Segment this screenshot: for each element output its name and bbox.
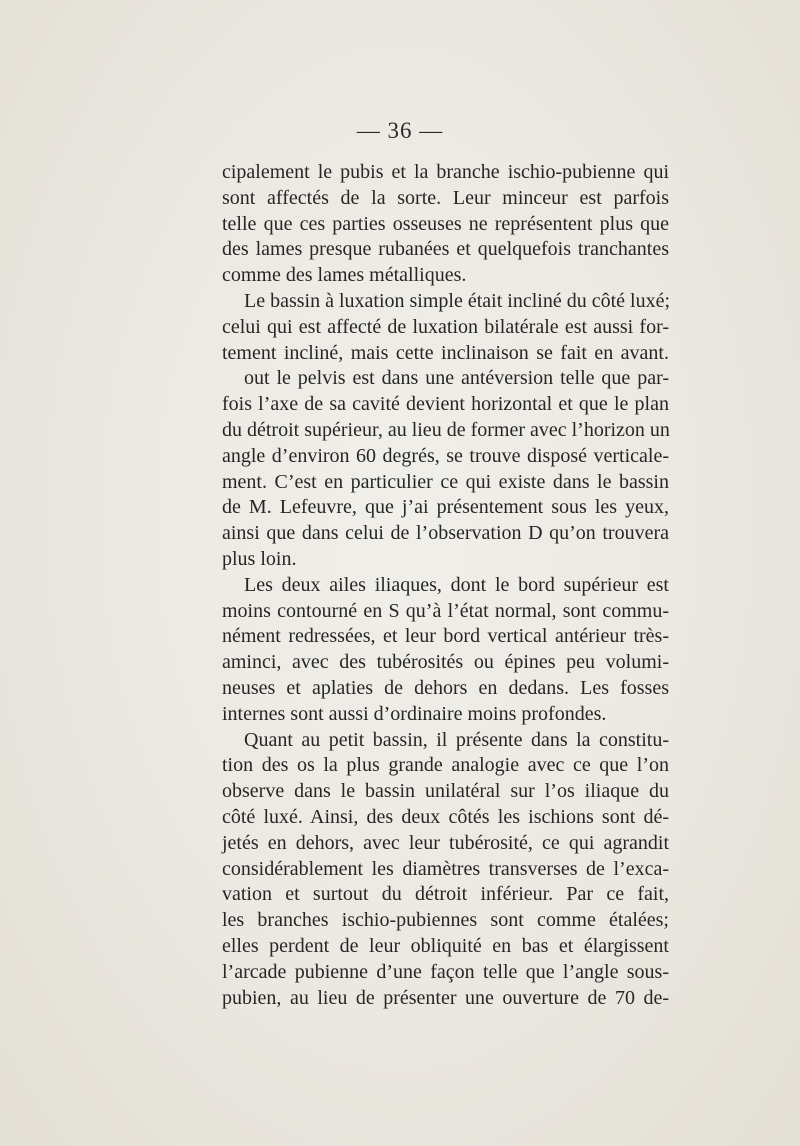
text-line: considérablement les diamètres transverses de l’exca- <box>222 857 669 880</box>
text-line: moins contourné en S qu’à l’état normal, sont commu- <box>222 599 669 622</box>
text-line: les branches ischio-pubiennes sont comme étalées; <box>222 909 669 932</box>
text-line: fois l’axe de sa cavité devient horizontal et que le plan <box>222 393 669 416</box>
text-line: ainsi que dans celui de l’observation D qu’on trouvera <box>222 522 669 545</box>
text-line: celui qui est affecté de luxation bilatérale est aussi for- <box>222 315 669 338</box>
text-line: vation et surtout du détroit inférieur. Par ce fait, <box>222 883 669 906</box>
text-line: angle d’environ 60 degrés, se trouve disposé verticale- <box>222 444 669 467</box>
text-line: pubien, au lieu de présenter une ouverture de 70 de- <box>222 986 669 1009</box>
body-text <box>222 160 669 1011</box>
text-line: plus loin. <box>222 547 297 570</box>
page-number: — 36 — <box>356 118 444 143</box>
text-line: elles perdent de leur obliquité en bas et élargissent <box>222 934 669 957</box>
text-line: neuses et aplaties de dehors en dedans. Les fosses <box>222 676 669 699</box>
text-line: out le pelvis est dans une antéversion telle que par- <box>244 367 669 390</box>
text-line: sont affectés de la sorte. Leur minceur est parfois <box>222 186 669 209</box>
text-line: internes sont aussi d’ordinaire moins profondes. <box>222 702 607 725</box>
text-line: cipalement le pubis et la branche ischio-pubienne qui <box>222 161 669 183</box>
text-line: du détroit supérieur, au lieu de former avec l’horizon un <box>222 418 670 441</box>
text-line: nément redressées, et leur bord vertical antérieur très- <box>222 625 669 648</box>
text-line: Quant au petit bassin, il présente dans la constitu- <box>244 728 669 751</box>
text-line: jetés en dehors, avec leur tubérosité, ce qui agrandit <box>222 831 669 854</box>
text-line: tement incliné, mais cette inclinaison se fait en avant. <box>222 341 669 364</box>
text-line: Les deux ailes iliaques, dont le bord supérieur est <box>244 573 669 596</box>
text-line: observe dans le bassin unilatéral sur l’os iliaque du <box>222 780 669 803</box>
text-line: ment. C’est en particulier ce qui existe dans le bassin <box>222 470 669 493</box>
text-line: Le bassin à luxation simple était incliné du côté luxé; <box>244 289 670 312</box>
text-line: l’arcade pubienne d’une façon telle que l’angle sous- <box>222 960 669 983</box>
text-line: des lames presque rubanées et quelquefois tranchantes <box>222 238 669 261</box>
text-line: aminci, avec des tubérosités ou épines peu volumi- <box>222 651 669 674</box>
text-line: de M. Lefeuvre, que j’ai présentement sous les yeux, <box>222 496 669 519</box>
text-line: comme des lames métalliques. <box>222 264 467 287</box>
text-line: tion des os la plus grande analogie avec ce que l’on <box>222 754 669 777</box>
text-line: telle que ces parties osseuses ne représentent plus que <box>222 212 669 235</box>
text-line: côté luxé. Ainsi, des deux côtés les ischions sont dé- <box>222 805 669 828</box>
